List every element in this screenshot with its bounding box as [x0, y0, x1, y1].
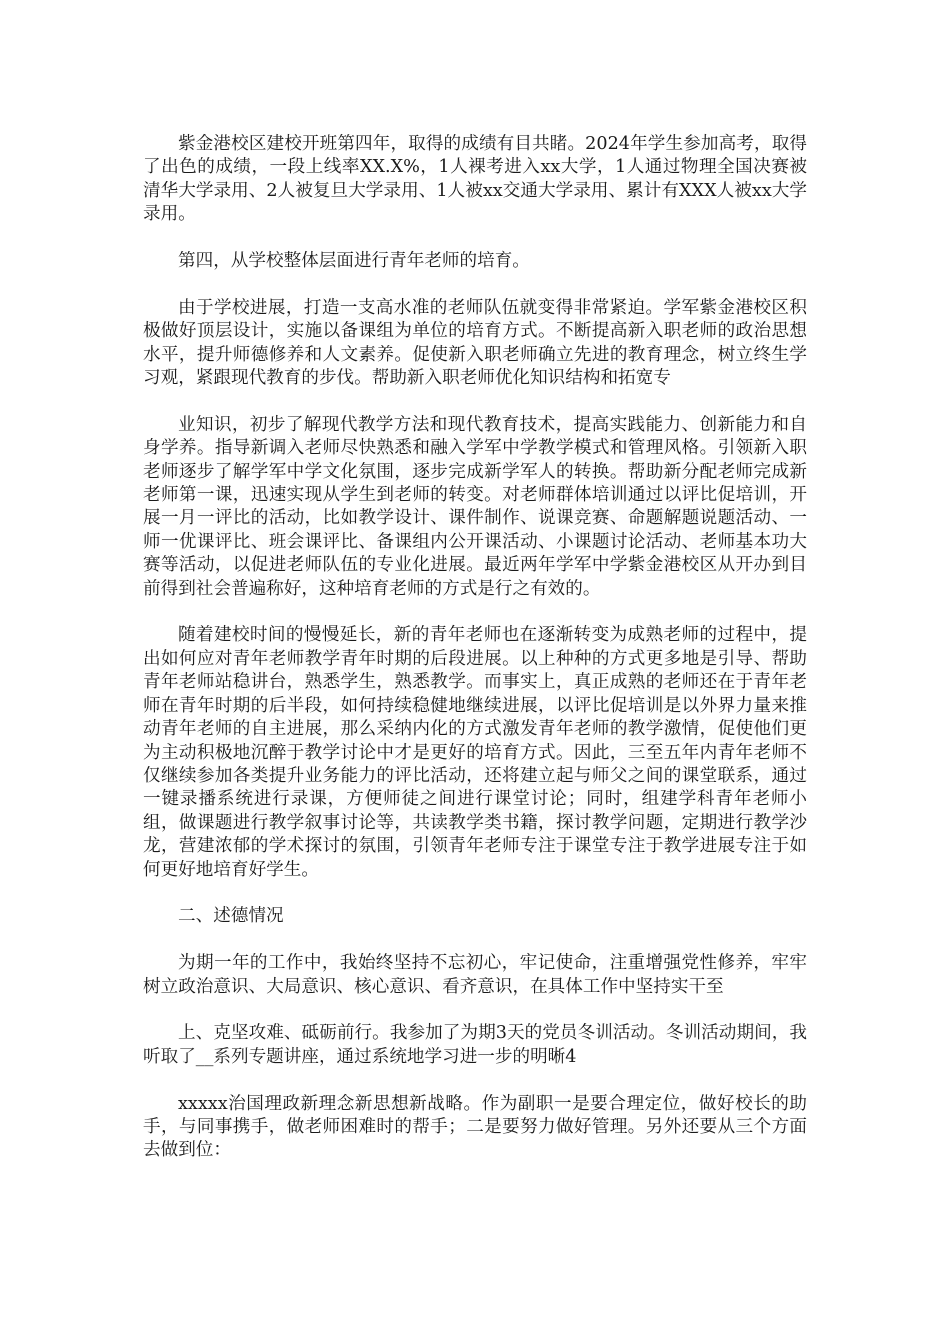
paragraph-young-teachers: 随着建校时间的慢慢延长，新的青年老师也在逐渐转变为成熟老师的过程中，提出如何应对青年老师教学青年时期的后段进展。以上种种的方式更多地是引导、帮助青年老师站稳讲台，熟悉学生，熟悉教学。而事实上，真正成熟的老师还在于青年老师在青年时期的后半段，如何持续稳健地继续进展，以评比促培训是以外界力量来推动青年老师的自主进展，那么采纳内化的方式激发青年老师的教学激情，促使他们更为主动积极地沉醉于教学讨论中才是更好的培育方式。因此，三至五年内青年老师不仅继续参加各类提升业务能力的评比活动，还将建立起与师父之间的课堂联系，通过一键录播系统进行录课，方便师徒之间进行课堂讨论；同时，组建学科青年老师小组，做课题进行教学叙事讨论等，共读教学类书籍，探讨教学问题，定期进行教学沙龙，营建浓郁的学术探讨的氛围，引领青年老师专注于课堂专注于教学进展专注于如何更好地培育好学生。	[143, 625, 807, 880]
paragraph-teacher-team: 由于学校进展，打造一支高水准的老师队伍就变得非常紧迫。学军紫金港校区积极做好顶层设计，实施以备课组为单位的培育方式。不断提高新入职老师的政治思想水平，提升师德修养和人文素养。促使新入职老师确立先进的教育理念，树立终生学习观，紧跟现代教育的步伐。帮助新入职老师优化知识结构和拓宽专	[143, 297, 807, 389]
paragraph-achievements: 紫金港校区建校开班第四年，取得的成绩有目共睹。2024年学生参加高考，取得了出色的成绩，一段上线率XX.X%，1人裸考进入xx大学，1人通过物理全国决赛被清华大学录用、2人被复旦大学录用、1人被xx交通大学录用、累计有XXX人被xx大学录用。	[143, 134, 807, 225]
paragraph-winter-training: 上、克坚攻难、砥砺前行。我参加了为期3天的党员冬训活动。冬训活动期间，我听取了__系列专题讲座，通过系统地学习进一步的明晰4	[143, 1023, 807, 1067]
paragraph-work-year: 为期一年的工作中，我始终坚持不忘初心，牢记使命，注重增强党性修养，牢牢树立政治意识、大局意识、核心意识、看齐意识，在具体工作中坚持实干至	[143, 953, 807, 997]
paragraph-heading-fourth: 第四，从学校整体层面进行青年老师的培育。	[178, 251, 530, 272]
paragraph-professional-knowledge: 业知识，初步了解现代教学方法和现代教育技术，提高实践能力、创新能力和自身学养。指导新调入老师尽快熟悉和融入学军中学教学模式和管理风格。引领新入职老师逐步了解学军中学文化氛围，逐步完成新学军人的转换。帮助新分配老师完成新老师第一课，迅速实现从学生到老师的转变。对老师群体培训通过以评比促培训，开展一月一评比的活动，比如教学设计、课件制作、说课竞赛、命题解题说题活动、一师一优课评比、班会课评比、备课组内公开课活动、小课题讨论活动、老师基本功大赛等活动，以促进老师队伍的专业化进展。最近两年学军中学紫金港校区从开办到目前得到社会普遍称好，这种培育老师的方式是行之有效的。	[143, 414, 807, 599]
section-heading-morality: 二、述德情况	[178, 906, 284, 927]
document-body	[143, 133, 807, 1186]
paragraph-deputy-role: xxxxx治国理政新理念新思想新战略。作为副职一是要合理定位，做好校长的助手，与同事携手，做老师困难时的帮手；二是要努力做好管理。另外还要从三个方面去做到位：	[143, 1093, 807, 1161]
